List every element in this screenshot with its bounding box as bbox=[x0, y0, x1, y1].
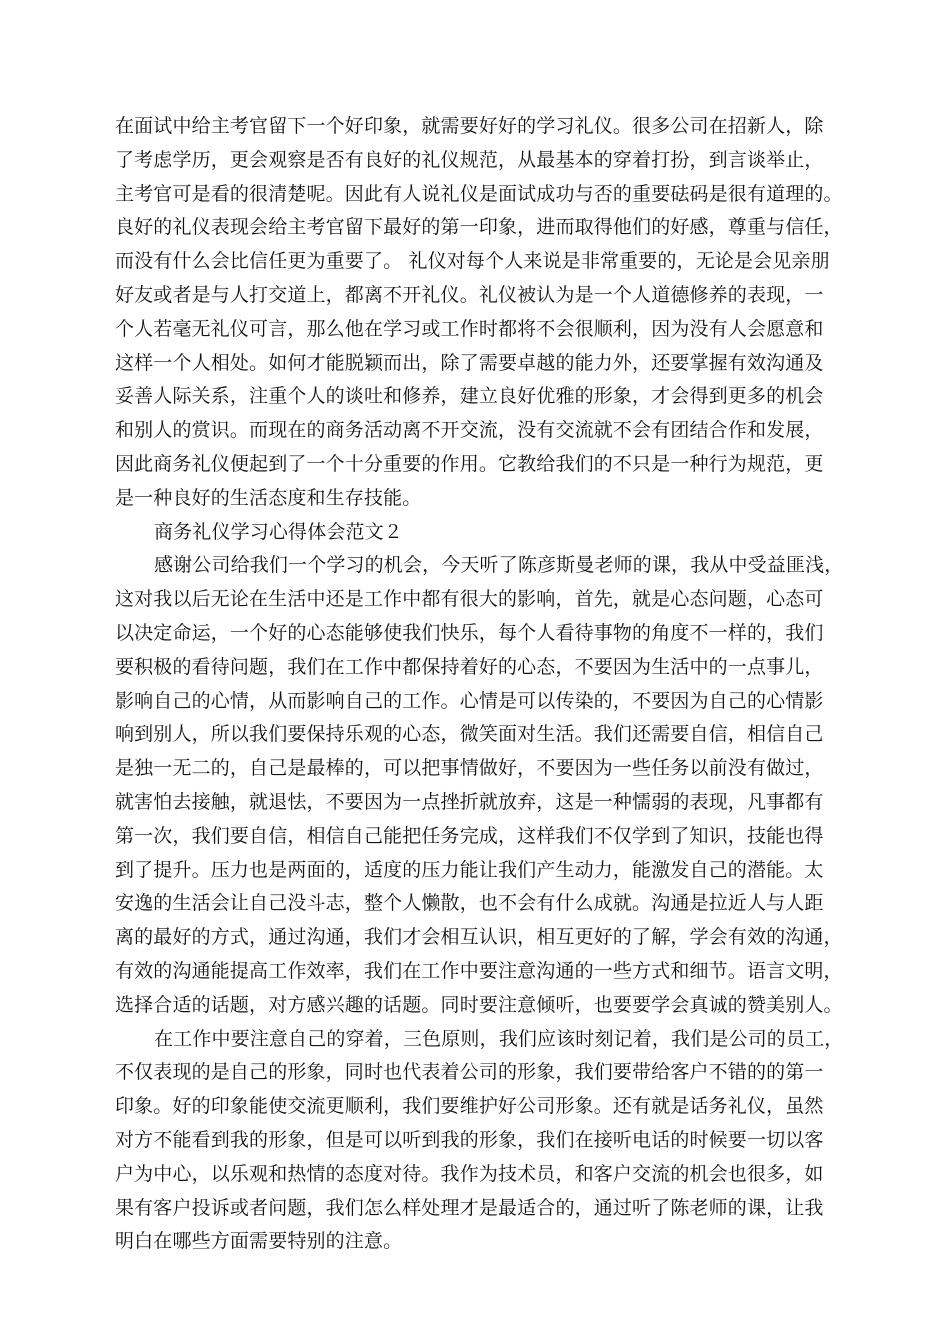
paragraph-gratitude-mindset bbox=[115, 549, 844, 1022]
text-line: 感谢公司给我们一个学习的机会，今天听了陈彦斯曼老师的课，我从中受益匪浅， bbox=[154, 554, 844, 577]
text-line: 好友或者是与人打交道上，都离不开礼仪。礼仪被认为是一个人道德修养的表现，一 bbox=[115, 283, 824, 306]
text-line: 果有客户投诉或者问题，我们怎么样处理才是最适合的，通过听了陈老师的课，让我 bbox=[115, 1196, 824, 1219]
section-title: 商务礼仪学习心得体会范文２ bbox=[154, 520, 403, 543]
text-line: 以决定命运，一个好的心态能够使我们快乐，每个人看待事物的角度不一样的，我们 bbox=[115, 621, 824, 644]
text-line: 了考虑学历，更会观察是否有良好的礼仪规范，从最基本的穿着打扮，到言谈举止， bbox=[115, 148, 824, 171]
text-line: 和别人的赏识。而现在的商务活动离不开交流，没有交流就不会有团结合作和发展， bbox=[115, 419, 824, 442]
text-line: 第一次，我们要自信，相信自己能把任务完成，这样我们不仅学到了知识，技能也得 bbox=[115, 824, 824, 847]
text-line: 对方不能看到我的形象，但是可以听到我的形象，我们在接听电话的时候要一切以客 bbox=[115, 1128, 824, 1151]
text-line: 不仅表现的是自己的形象，同时也代表着公司的形象，我们要带给客户不错的的第一 bbox=[115, 1061, 824, 1084]
text-line: 安逸的生活会让自己没斗志，整个人懒散，也不会有什么成就。沟通是拉近人与人距 bbox=[115, 892, 824, 915]
text-line: 选择合适的话题，对方感兴趣的话题。同时要注意倾听，也要要学会真诚的赞美别人。 bbox=[115, 993, 843, 1016]
text-line: 要积极的看待问题，我们在工作中都保持着好的心态，不要因为生活中的一点事儿， bbox=[115, 655, 824, 678]
text-line: 印象。好的印象能使交流更顺利，我们要维护好公司形象。还有就是话务礼仪，虽然 bbox=[115, 1095, 824, 1118]
text-line: 有效的沟通能提高工作效率，我们在工作中要注意沟通的一些方式和细节。语言文明， bbox=[115, 959, 843, 982]
text-line: 响到别人，所以我们要保持乐观的心态，微笑面对生活。我们还需要自信，相信自己 bbox=[115, 723, 824, 746]
paragraph-etiquette-intro bbox=[115, 110, 843, 516]
text-line: 妥善人际关系，注重个人的谈吐和修养，建立良好优雅的形象，才会得到更多的机会 bbox=[115, 385, 824, 408]
text-line: 户为中心，以乐观和热情的态度对待。我作为技术员，和客户交流的机会也很多，如 bbox=[115, 1162, 824, 1185]
text-line: 就害怕去接触，就退怯，不要因为一点挫折就放弃，这是一种懦弱的表现，凡事都有 bbox=[115, 790, 824, 813]
document-body bbox=[115, 110, 844, 1259]
text-line: 是一种良好的生活态度和生存技能。 bbox=[115, 486, 422, 509]
text-line: 影响自己的心情，从而影响自己的工作。心情是可以传染的，不要因为自己的心情影 bbox=[115, 689, 824, 712]
text-line: 而没有什么会比信任更为重要了。 礼仪对每个人来说是非常重要的，无论是会见亲朋 bbox=[115, 250, 830, 273]
text-line: 在面试中给主考官留下一个好印象，就需要好好的学习礼仪。很多公司在招新人，除 bbox=[115, 115, 824, 137]
text-line: 到了提升。压力也是两面的，适度的压力能让我们产生动力，能激发自己的潜能。太 bbox=[115, 858, 824, 881]
paragraph-dress-phone-etiquette bbox=[115, 1023, 844, 1260]
text-line: 这对我以后无论在生活中还是工作中都有很大的影响，首先，就是心态问题，心态可 bbox=[115, 588, 824, 611]
text-line: 因此商务礼仪便起到了一个十分重要的作用。它教给我们的不只是一种行为规范，更 bbox=[115, 452, 824, 475]
text-line: 主考官可是看的很清楚呢。因此有人说礼仪是面试成功与否的重要砝码是很有道理的。 bbox=[115, 182, 843, 205]
text-line: 明白在哪些方面需要特别的注意。 bbox=[115, 1230, 403, 1253]
text-line: 这样一个人相处。如何才能脱颖而出，除了需要卓越的能力外，还要掌握有效沟通及 bbox=[115, 351, 824, 374]
text-line: 在工作中要注意自己的穿着，三色原则，我们应该时刻记着，我们是公司的员工， bbox=[154, 1027, 844, 1050]
text-line: 离的最好的方式，通过沟通，我们才会相互认识，相互更好的了解，学会有效的沟通， bbox=[115, 926, 843, 949]
text-line: 个人若毫无礼仪可言，那么他在学习或工作时都将不会很顺利，因为没有人会愿意和 bbox=[115, 317, 824, 340]
text-line: 是独一无二的，自己是最棒的，可以把事情做好，不要因为一些任务以前没有做过， bbox=[115, 757, 824, 780]
text-line: 良好的礼仪表现会给主考官留下最好的第一印象，进而取得他们的好感，尊重与信任， bbox=[115, 216, 843, 239]
